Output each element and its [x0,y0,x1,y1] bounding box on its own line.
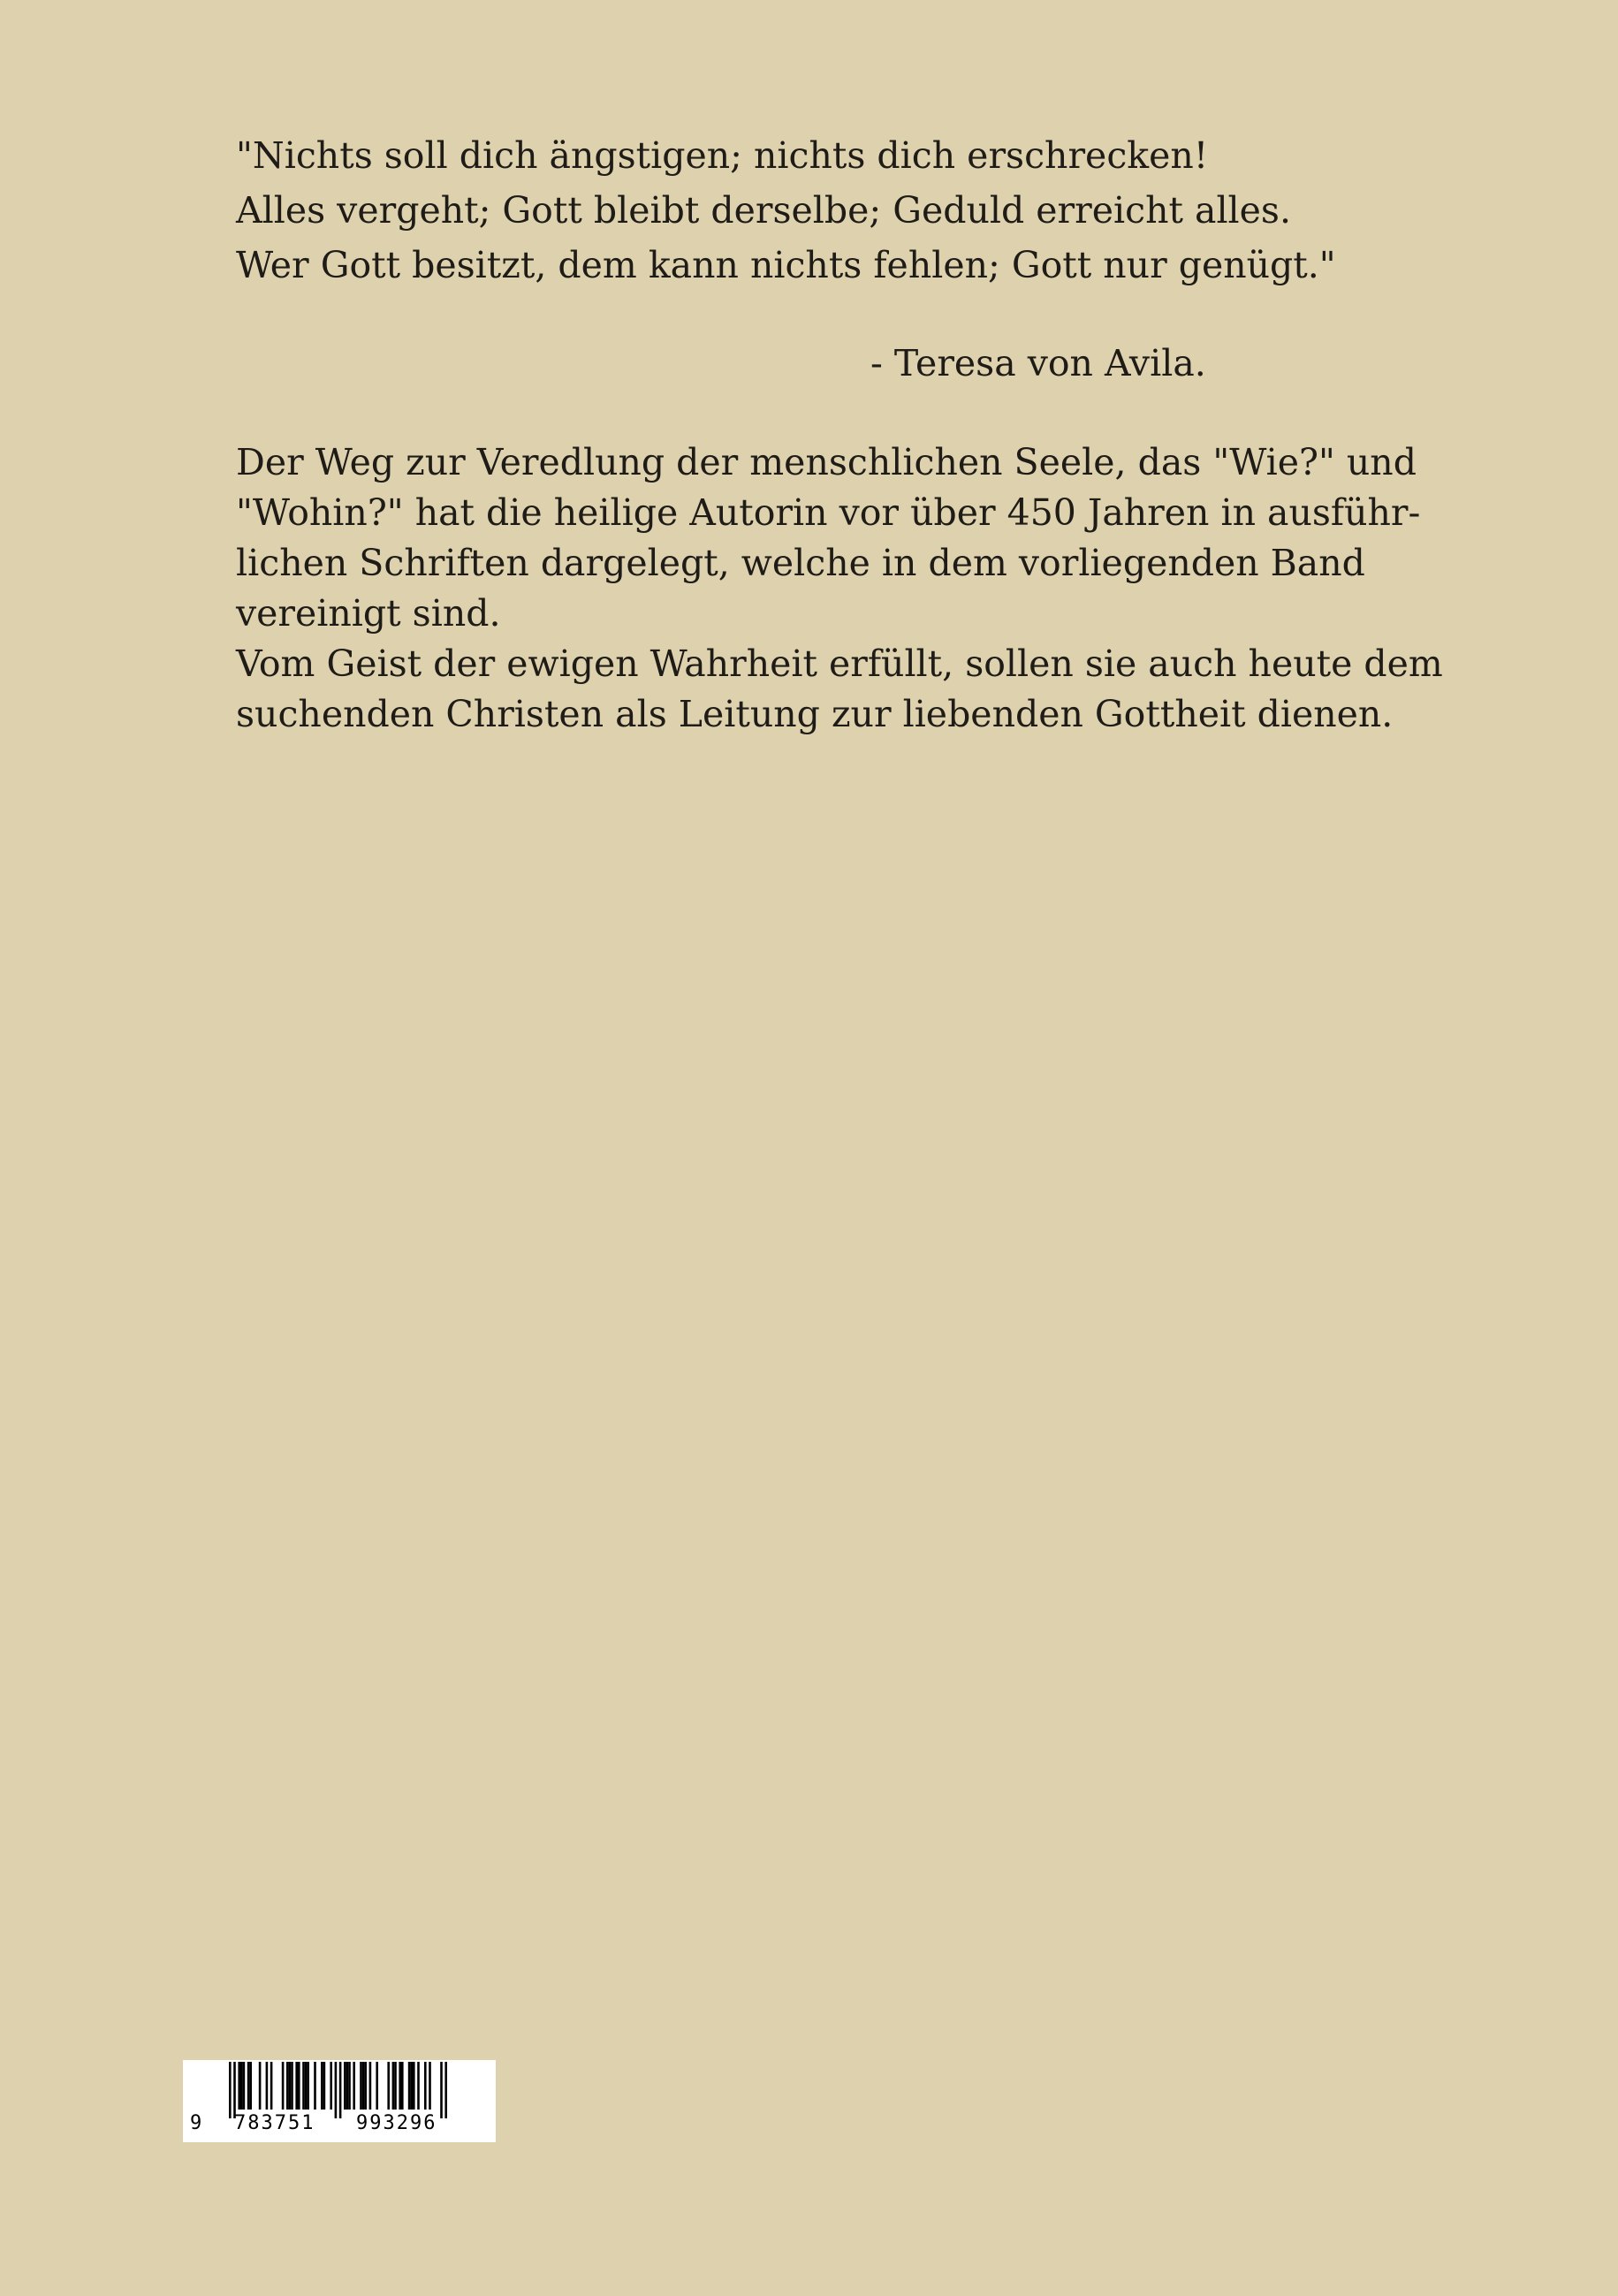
barcode-bar [401,2062,404,2110]
quote-line: "Nichts soll dich ängstigen; nichts dich erschrecken! [236,134,1209,177]
barcode-bar [243,2062,246,2110]
barcode-bar [295,2062,298,2110]
barcode-bar [298,2062,300,2110]
barcode-bar [302,2062,305,2110]
barcode-bar [376,2062,378,2110]
barcode-bar [240,2062,243,2110]
barcode-bar [289,2062,292,2110]
barcode-bar [429,2062,431,2110]
description-line: "Wohin?" hat die heilige Autorin vor über 450 Jahren in ausführ- [236,491,1421,534]
barcode-bar [424,2062,427,2110]
barcode-bar [321,2062,323,2110]
barcode-left-group: 783751 [234,2112,315,2134]
barcode-bar [323,2062,326,2110]
description-block [236,437,1443,740]
barcode-bar [353,2062,355,2110]
barcode-bar [344,2062,346,2110]
barcode-bar [387,2062,390,2110]
barcode-bar [362,2062,365,2110]
barcode-bar [348,2062,351,2110]
isbn-barcode [183,2060,496,2142]
barcode-bar [266,2062,269,2110]
barcode-bar [249,2062,252,2110]
barcode-right-group: 993296 [356,2112,437,2134]
quote-attribution: - Teresa von Avila. [870,342,1206,384]
barcode-bar [291,2062,293,2110]
description-line: Vom Geist der ewigen Wahrheit erfüllt, sollen sie auch heute dem [236,642,1443,685]
quote-line: Wer Gott besitzt, dem kann nichts fehlen; Gott nur genügt." [236,244,1336,286]
barcode-bar [410,2062,413,2110]
barcode-bar [286,2062,289,2110]
barcode-bar [307,2062,309,2110]
quote-block [236,128,1402,293]
description-line: Der Weg zur Veredlung der menschlichen Seele, das "Wie?" und [236,441,1417,483]
description-line: lichen Schriften dargelegt, welche in dem vorliegenden Band [236,542,1365,584]
barcode-bar [413,2062,415,2110]
barcode-bar [399,2062,401,2110]
barcode-bar [364,2062,367,2110]
barcode-bar [360,2062,362,2110]
barcode-bar [282,2062,285,2110]
barcode-digits [183,2110,496,2137]
barcode-bar [270,2062,273,2110]
barcode-bar [247,2062,250,2110]
description-line: vereinigt sind. [236,592,501,635]
barcode-bar [238,2062,240,2110]
barcode-bar [314,2062,316,2110]
quote-line: Alles vergeht; Gott bleibt derselbe; Geduld erreicht alles. [236,189,1292,232]
barcode-bar [392,2062,395,2110]
barcode-bar [330,2062,332,2110]
barcode-bar [408,2062,411,2110]
barcode-bar [305,2062,308,2110]
barcode-bar [369,2062,372,2110]
barcode-first-digit: 9 [190,2112,202,2134]
barcode-bar [346,2062,349,2110]
description-line: suchenden Christen als Leitung zur liebenden Gottheit dienen. [236,693,1394,735]
barcode-bar [417,2062,420,2110]
barcode-bar [394,2062,397,2110]
barcode-bar [259,2062,262,2110]
